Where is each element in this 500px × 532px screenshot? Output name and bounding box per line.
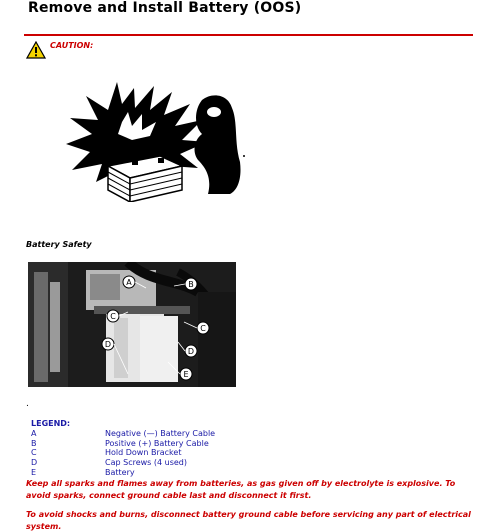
legend-row [31, 468, 215, 478]
legend-row [31, 448, 215, 458]
legend-row [31, 458, 215, 468]
callout-d-right [185, 345, 197, 357]
callout-c-right [197, 322, 209, 334]
svg-text:D: D [187, 347, 195, 356]
svg-text:C: C [110, 312, 116, 321]
svg-text:B: B [188, 280, 194, 289]
legend-key: D [31, 458, 38, 468]
svg-text:D: D [104, 340, 112, 349]
svg-text:A: A [126, 278, 132, 287]
battery-photo [28, 262, 236, 387]
callout-e [180, 368, 192, 380]
caution-label: CAUTION: [50, 41, 94, 50]
legend-row [31, 439, 215, 449]
separator-dot: . [26, 399, 29, 409]
caution-block [26, 41, 93, 59]
legend-value: Battery [105, 467, 135, 477]
legend-key: C [31, 448, 37, 458]
legend-value: Hold Down Bracket [105, 448, 182, 458]
figure-caption: Battery Safety [26, 240, 92, 249]
page-title: Remove and Install Battery (OOS) [28, 0, 302, 16]
legend-value: Positive (+) Battery Cable [105, 438, 209, 448]
svg-text:C: C [200, 324, 206, 333]
svg-text:E: E [183, 370, 189, 379]
legend-value: Negative (—) Battery Cable [105, 429, 216, 438]
legend [31, 419, 215, 477]
legend-value: Cap Screws (4 used) [105, 458, 187, 468]
title-divider [24, 34, 473, 36]
legend-key: B [31, 438, 37, 448]
legend-row [31, 429, 215, 439]
callout-c-left [107, 310, 119, 322]
callout-d-left [102, 338, 114, 350]
warning-sparks: Keep all sparks and flames away from batteries, as gas given off by electrolyte is explosive. To avoid sparks, connect ground cable last and disconnect it first. [26, 479, 456, 500]
legend-key: E [31, 467, 37, 477]
legend-title: LEGEND: [31, 419, 71, 428]
warning-triangle-icon [26, 41, 46, 59]
warning-shocks: To avoid shocks and burns, disconnect battery ground cable before servicing any part of electrical system. [26, 510, 471, 531]
callout-a [123, 276, 135, 288]
battery-explosion-illustration [62, 82, 247, 202]
legend-key: A [31, 429, 37, 438]
callout-b [185, 278, 197, 290]
